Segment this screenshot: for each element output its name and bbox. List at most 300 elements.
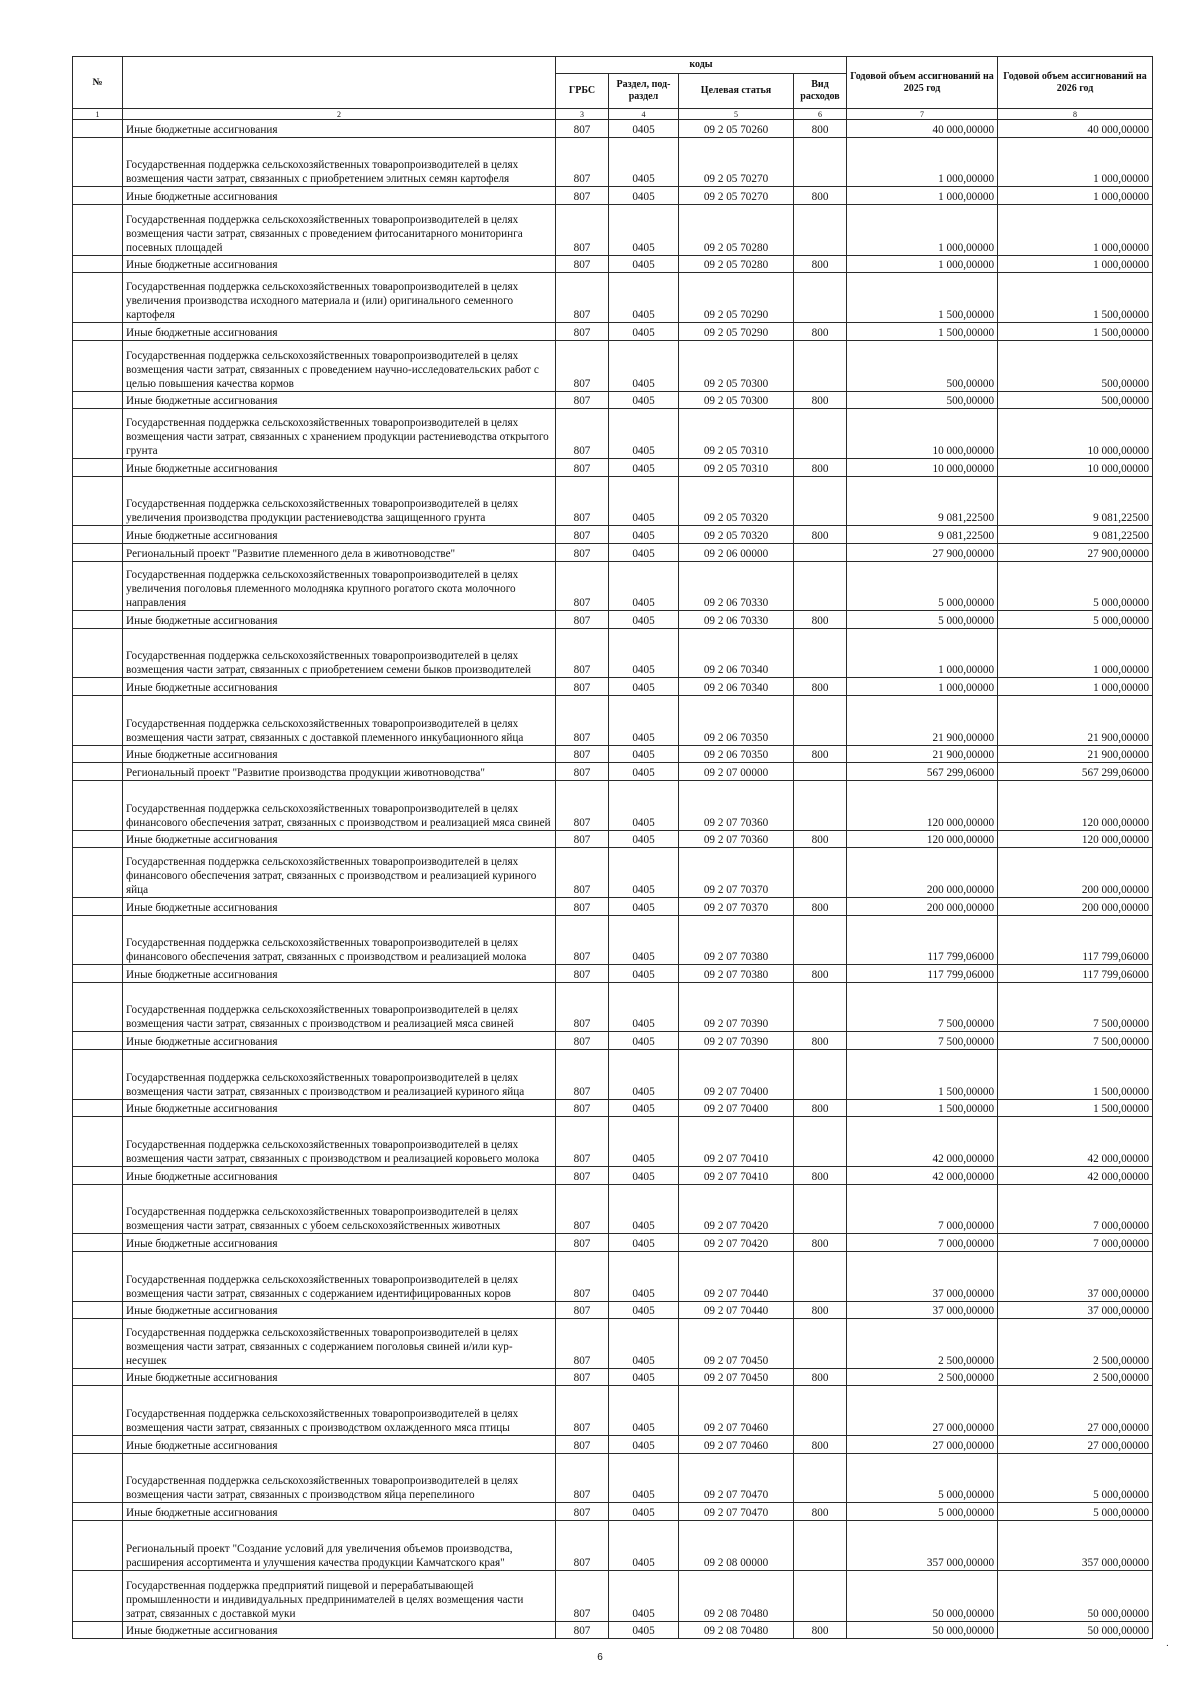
table-row xyxy=(73,1368,1153,1386)
row-2025: 27 900,00000 xyxy=(847,543,998,561)
table-row xyxy=(73,561,1153,611)
row-2026: 42 000,00000 xyxy=(998,1167,1153,1185)
table-row xyxy=(73,848,1153,898)
table-row xyxy=(73,763,1153,781)
col-number: 1 xyxy=(73,109,123,120)
row-vid xyxy=(794,1386,847,1436)
row-grbs: 807 xyxy=(556,273,609,323)
row-grbs: 807 xyxy=(556,745,609,763)
row-vid xyxy=(794,1050,847,1100)
row-2026: 117 799,06000 xyxy=(998,915,1153,965)
row-num-cell xyxy=(73,1251,123,1301)
row-2025: 42 000,00000 xyxy=(847,1167,998,1185)
table-row xyxy=(73,745,1153,763)
row-target: 09 2 07 70360 xyxy=(679,780,794,830)
row-grbs: 807 xyxy=(556,340,609,391)
row-vid: 800 xyxy=(794,459,847,477)
row-2025: 1 500,00000 xyxy=(847,1050,998,1100)
table-row xyxy=(73,915,1153,965)
row-num-cell xyxy=(73,763,123,781)
row-target: 09 2 05 70280 xyxy=(679,255,794,273)
row-2025: 200 000,00000 xyxy=(847,897,998,915)
row-section: 0405 xyxy=(609,1386,679,1436)
table-row xyxy=(73,628,1153,678)
row-target: 09 2 06 70340 xyxy=(679,628,794,678)
row-vid: 800 xyxy=(794,1368,847,1386)
row-section: 0405 xyxy=(609,1050,679,1100)
row-section: 0405 xyxy=(609,1453,679,1503)
row-vid: 800 xyxy=(794,1621,847,1639)
header-codes: коды xyxy=(556,57,847,74)
row-num-cell xyxy=(73,476,123,526)
row-num-cell xyxy=(73,1099,123,1117)
row-num-cell xyxy=(73,409,123,459)
row-section: 0405 xyxy=(609,1301,679,1319)
row-num-cell xyxy=(73,1621,123,1639)
row-section: 0405 xyxy=(609,187,679,205)
row-2025: 9 081,22500 xyxy=(847,526,998,544)
row-num-cell xyxy=(73,965,123,983)
row-vid xyxy=(794,1570,847,1621)
table-row xyxy=(73,1621,1153,1639)
col-number: 3 xyxy=(556,109,609,120)
row-target: 09 2 07 70380 xyxy=(679,915,794,965)
row-2026: 5 000,00000 xyxy=(998,1453,1153,1503)
row-section: 0405 xyxy=(609,848,679,898)
row-grbs: 807 xyxy=(556,476,609,526)
table-row xyxy=(73,255,1153,273)
row-grbs: 807 xyxy=(556,459,609,477)
budget-table xyxy=(72,56,1153,1639)
table-row xyxy=(73,187,1153,205)
row-2026: 357 000,00000 xyxy=(998,1521,1153,1571)
row-2025: 10 000,00000 xyxy=(847,459,998,477)
col-number: 6 xyxy=(794,109,847,120)
table-row xyxy=(73,1521,1153,1571)
row-num-cell xyxy=(73,1521,123,1571)
row-2025: 5 000,00000 xyxy=(847,1503,998,1521)
table-row xyxy=(73,1503,1153,1521)
table-row xyxy=(73,340,1153,391)
row-section: 0405 xyxy=(609,915,679,965)
row-2026: 50 000,00000 xyxy=(998,1570,1153,1621)
row-target: 09 2 07 70410 xyxy=(679,1167,794,1185)
row-vid xyxy=(794,273,847,323)
row-2025: 7 000,00000 xyxy=(847,1184,998,1234)
row-target: 09 2 08 70480 xyxy=(679,1570,794,1621)
row-vid xyxy=(794,137,847,187)
row-name: Государственная поддержка сельскохозяйственных товаропроизводителей в целях финансового обеспечения затрат, связанных с производством и реализацией куриного яйца xyxy=(123,848,556,898)
row-2026: 50 000,00000 xyxy=(998,1621,1153,1639)
row-target: 09 2 06 00000 xyxy=(679,543,794,561)
row-grbs: 807 xyxy=(556,1503,609,1521)
row-2025: 1 000,00000 xyxy=(847,137,998,187)
row-target: 09 2 07 00000 xyxy=(679,763,794,781)
row-grbs: 807 xyxy=(556,696,609,746)
row-2025: 7 500,00000 xyxy=(847,982,998,1032)
row-section: 0405 xyxy=(609,611,679,629)
row-grbs: 807 xyxy=(556,678,609,696)
table-row xyxy=(73,1570,1153,1621)
row-section: 0405 xyxy=(609,897,679,915)
row-section: 0405 xyxy=(609,982,679,1032)
row-2026: 2 500,00000 xyxy=(998,1319,1153,1369)
table-row xyxy=(73,543,1153,561)
row-vid xyxy=(794,1319,847,1369)
header-num: № xyxy=(73,57,123,109)
row-2026: 1 000,00000 xyxy=(998,204,1153,255)
row-num-cell xyxy=(73,340,123,391)
row-2025: 120 000,00000 xyxy=(847,830,998,848)
row-vid xyxy=(794,1117,847,1167)
row-target: 09 2 07 70470 xyxy=(679,1453,794,1503)
row-2025: 7 500,00000 xyxy=(847,1032,998,1050)
row-target: 09 2 05 70290 xyxy=(679,273,794,323)
row-2025: 1 000,00000 xyxy=(847,678,998,696)
row-target: 09 2 08 70480 xyxy=(679,1621,794,1639)
row-section: 0405 xyxy=(609,543,679,561)
row-target: 09 2 05 70320 xyxy=(679,526,794,544)
row-grbs: 807 xyxy=(556,1184,609,1234)
row-target: 09 2 05 70270 xyxy=(679,187,794,205)
row-section: 0405 xyxy=(609,1503,679,1521)
row-2026: 40 000,00000 xyxy=(998,120,1153,138)
row-name: Государственная поддержка сельскохозяйственных товаропроизводителей в целях возмещения части затрат, связанных с убоем сельскохозяйственных животных xyxy=(123,1184,556,1234)
table-row xyxy=(73,780,1153,830)
table-row xyxy=(73,830,1153,848)
row-2026: 10 000,00000 xyxy=(998,459,1153,477)
row-name: Государственная поддержка сельскохозяйственных товаропроизводителей в целях возмещения части затрат, связанных с содержанием идентифицированных коров xyxy=(123,1251,556,1301)
row-2025: 40 000,00000 xyxy=(847,120,998,138)
row-name: Иные бюджетные ассигнования xyxy=(123,323,556,341)
row-2026: 1 500,00000 xyxy=(998,1099,1153,1117)
row-vid xyxy=(794,1521,847,1571)
table-row xyxy=(73,391,1153,409)
table-row xyxy=(73,965,1153,983)
row-target: 09 2 05 70300 xyxy=(679,391,794,409)
row-section: 0405 xyxy=(609,273,679,323)
row-vid: 800 xyxy=(794,187,847,205)
row-name: Иные бюджетные ассигнования xyxy=(123,1301,556,1319)
row-2025: 2 500,00000 xyxy=(847,1319,998,1369)
row-grbs: 807 xyxy=(556,1032,609,1050)
row-grbs: 807 xyxy=(556,1621,609,1639)
row-name: Иные бюджетные ассигнования xyxy=(123,391,556,409)
row-vid xyxy=(794,763,847,781)
row-vid xyxy=(794,982,847,1032)
row-section: 0405 xyxy=(609,628,679,678)
row-section: 0405 xyxy=(609,526,679,544)
row-name: Государственная поддержка сельскохозяйственных товаропроизводителей в целях увеличения производства продукции растениеводства защищенного грунта xyxy=(123,476,556,526)
header-target: Целевая статья xyxy=(679,74,794,109)
row-section: 0405 xyxy=(609,1117,679,1167)
row-name: Государственная поддержка сельскохозяйственных товаропроизводителей в целях возмещения части затрат, связанных с проведением фитосанитарного мониторинга посевных площадей xyxy=(123,204,556,255)
table-row xyxy=(73,1234,1153,1252)
table-row xyxy=(73,273,1153,323)
row-grbs: 807 xyxy=(556,543,609,561)
table-row xyxy=(73,476,1153,526)
col-number: 5 xyxy=(679,109,794,120)
row-2025: 1 500,00000 xyxy=(847,273,998,323)
row-vid: 800 xyxy=(794,1032,847,1050)
row-2025: 500,00000 xyxy=(847,340,998,391)
row-section: 0405 xyxy=(609,1436,679,1454)
row-vid: 800 xyxy=(794,255,847,273)
row-2026: 7 500,00000 xyxy=(998,982,1153,1032)
row-section: 0405 xyxy=(609,120,679,138)
row-grbs: 807 xyxy=(556,1453,609,1503)
row-section: 0405 xyxy=(609,323,679,341)
row-target: 09 2 05 70300 xyxy=(679,340,794,391)
row-grbs: 807 xyxy=(556,830,609,848)
row-vid xyxy=(794,780,847,830)
row-vid xyxy=(794,848,847,898)
row-vid xyxy=(794,476,847,526)
row-2025: 200 000,00000 xyxy=(847,848,998,898)
row-num-cell xyxy=(73,323,123,341)
row-target: 09 2 07 70420 xyxy=(679,1184,794,1234)
row-grbs: 807 xyxy=(556,1234,609,1252)
row-name: Иные бюджетные ассигнования xyxy=(123,526,556,544)
row-num-cell xyxy=(73,678,123,696)
row-section: 0405 xyxy=(609,1521,679,1571)
row-vid: 800 xyxy=(794,1099,847,1117)
row-2026: 1 500,00000 xyxy=(998,323,1153,341)
row-name: Иные бюджетные ассигнования xyxy=(123,1503,556,1521)
row-grbs: 807 xyxy=(556,763,609,781)
row-section: 0405 xyxy=(609,476,679,526)
row-grbs: 807 xyxy=(556,897,609,915)
table-row xyxy=(73,1117,1153,1167)
row-num-cell xyxy=(73,1167,123,1185)
row-2026: 1 000,00000 xyxy=(998,137,1153,187)
row-section: 0405 xyxy=(609,391,679,409)
row-grbs: 807 xyxy=(556,526,609,544)
row-vid: 800 xyxy=(794,1436,847,1454)
table-row xyxy=(73,696,1153,746)
row-num-cell xyxy=(73,1453,123,1503)
row-2026: 7 000,00000 xyxy=(998,1234,1153,1252)
table-row xyxy=(73,897,1153,915)
row-name: Иные бюджетные ассигнования xyxy=(123,459,556,477)
row-num-cell xyxy=(73,561,123,611)
row-num-cell xyxy=(73,120,123,138)
row-2026: 1 500,00000 xyxy=(998,273,1153,323)
row-name: Государственная поддержка предприятий пищевой и перерабатывающей промышленности и индивидуальных предпринимателей в целях возмещения части затрат, связанных с доставкой муки xyxy=(123,1570,556,1621)
row-section: 0405 xyxy=(609,1621,679,1639)
row-name: Государственная поддержка сельскохозяйственных товаропроизводителей в целях возмещения части затрат, связанных с хранением продукции растениеводства открытого грунта xyxy=(123,409,556,459)
row-num-cell xyxy=(73,628,123,678)
row-2026: 200 000,00000 xyxy=(998,848,1153,898)
row-grbs: 807 xyxy=(556,965,609,983)
table-row xyxy=(73,1050,1153,1100)
row-num-cell xyxy=(73,137,123,187)
row-2025: 21 900,00000 xyxy=(847,696,998,746)
table-row xyxy=(73,459,1153,477)
row-num-cell xyxy=(73,1368,123,1386)
row-name: Региональный проект "Создание условий для увеличения объемов производства, расширения ассортимента и улучшения качества продукции Камчатского края" xyxy=(123,1521,556,1571)
row-target: 09 2 05 70310 xyxy=(679,409,794,459)
row-target: 09 2 06 70340 xyxy=(679,678,794,696)
row-grbs: 807 xyxy=(556,982,609,1032)
row-grbs: 807 xyxy=(556,1099,609,1117)
row-name: Государственная поддержка сельскохозяйственных товаропроизводителей в целях возмещения части затрат, связанных с содержанием поголовья свиней и/или кур-несушек xyxy=(123,1319,556,1369)
row-section: 0405 xyxy=(609,965,679,983)
row-target: 09 2 07 70460 xyxy=(679,1436,794,1454)
row-2025: 1 000,00000 xyxy=(847,255,998,273)
row-section: 0405 xyxy=(609,255,679,273)
row-grbs: 807 xyxy=(556,561,609,611)
row-vid: 800 xyxy=(794,745,847,763)
row-grbs: 807 xyxy=(556,137,609,187)
row-vid: 800 xyxy=(794,1234,847,1252)
row-num-cell xyxy=(73,1386,123,1436)
table-row xyxy=(73,1184,1153,1234)
row-grbs: 807 xyxy=(556,1521,609,1571)
row-name: Государственная поддержка сельскохозяйственных товаропроизводителей в целях увеличения производства исходного материала и (или) оригинального семенного картофеля xyxy=(123,273,556,323)
row-num-cell xyxy=(73,459,123,477)
row-target: 09 2 07 70460 xyxy=(679,1386,794,1436)
row-2025: 500,00000 xyxy=(847,391,998,409)
row-num-cell xyxy=(73,1301,123,1319)
row-name: Государственная поддержка сельскохозяйственных товаропроизводителей в целях возмещения части затрат, связанных с производством охлажденного мяса птицы xyxy=(123,1386,556,1436)
row-name: Иные бюджетные ассигнования xyxy=(123,897,556,915)
row-num-cell xyxy=(73,1503,123,1521)
row-grbs: 807 xyxy=(556,391,609,409)
row-vid: 800 xyxy=(794,1167,847,1185)
row-name: Государственная поддержка сельскохозяйственных товаропроизводителей в целях финансового обеспечения затрат, связанных с производством и реализацией молока xyxy=(123,915,556,965)
row-target: 09 2 07 70360 xyxy=(679,830,794,848)
row-target: 09 2 07 70410 xyxy=(679,1117,794,1167)
row-2026: 27 900,00000 xyxy=(998,543,1153,561)
row-name: Региональный проект "Развитие племенного дела в животноводстве" xyxy=(123,543,556,561)
row-vid: 800 xyxy=(794,611,847,629)
row-num-cell xyxy=(73,1050,123,1100)
row-section: 0405 xyxy=(609,1032,679,1050)
row-section: 0405 xyxy=(609,1570,679,1621)
row-target: 09 2 05 70280 xyxy=(679,204,794,255)
row-2026: 1 500,00000 xyxy=(998,1050,1153,1100)
row-target: 09 2 07 70390 xyxy=(679,1032,794,1050)
row-section: 0405 xyxy=(609,1251,679,1301)
row-target: 09 2 05 70260 xyxy=(679,120,794,138)
row-name: Иные бюджетные ассигнования xyxy=(123,965,556,983)
row-vid: 800 xyxy=(794,1301,847,1319)
row-name: Государственная поддержка сельскохозяйственных товаропроизводителей в целях финансового обеспечения затрат, связанных с производством и реализацией мяса свиней xyxy=(123,780,556,830)
row-section: 0405 xyxy=(609,340,679,391)
row-grbs: 807 xyxy=(556,1386,609,1436)
row-target: 09 2 07 70390 xyxy=(679,982,794,1032)
row-name: Государственная поддержка сельскохозяйственных товаропроизводителей в целях возмещения части затрат, связанных с производством яйца перепелиного xyxy=(123,1453,556,1503)
table-row xyxy=(73,611,1153,629)
row-2026: 1 000,00000 xyxy=(998,678,1153,696)
row-2026: 5 000,00000 xyxy=(998,561,1153,611)
row-num-cell xyxy=(73,255,123,273)
row-section: 0405 xyxy=(609,137,679,187)
col-number: 8 xyxy=(998,109,1153,120)
row-vid xyxy=(794,409,847,459)
row-2025: 9 081,22500 xyxy=(847,476,998,526)
row-2025: 21 900,00000 xyxy=(847,745,998,763)
row-name: Государственная поддержка сельскохозяйственных товаропроизводителей в целях возмещения части затрат, связанных с доставкой племенного инкубационного яйца xyxy=(123,696,556,746)
row-vid: 800 xyxy=(794,120,847,138)
row-vid xyxy=(794,204,847,255)
row-section: 0405 xyxy=(609,204,679,255)
row-vid xyxy=(794,340,847,391)
row-section: 0405 xyxy=(609,1368,679,1386)
row-2026: 5 000,00000 xyxy=(998,1503,1153,1521)
table-row xyxy=(73,409,1153,459)
row-num-cell xyxy=(73,204,123,255)
row-section: 0405 xyxy=(609,1234,679,1252)
row-2025: 1 000,00000 xyxy=(847,187,998,205)
row-2025: 1 000,00000 xyxy=(847,204,998,255)
row-name: Иные бюджетные ассигнования xyxy=(123,1436,556,1454)
row-grbs: 807 xyxy=(556,255,609,273)
row-num-cell xyxy=(73,696,123,746)
row-grbs: 807 xyxy=(556,204,609,255)
table-row xyxy=(73,1032,1153,1050)
row-section: 0405 xyxy=(609,745,679,763)
row-2026: 1 000,00000 xyxy=(998,628,1153,678)
row-name: Иные бюджетные ассигнования xyxy=(123,120,556,138)
row-name: Государственная поддержка сельскохозяйственных товаропроизводителей в целях возмещения части затрат, связанных с проведением научно-исследовательских работ с целью повышения качества кормов xyxy=(123,340,556,391)
row-target: 09 2 05 70270 xyxy=(679,137,794,187)
row-2026: 120 000,00000 xyxy=(998,780,1153,830)
row-target: 09 2 06 70350 xyxy=(679,745,794,763)
row-num-cell xyxy=(73,1570,123,1621)
row-2025: 42 000,00000 xyxy=(847,1117,998,1167)
row-2026: 27 000,00000 xyxy=(998,1436,1153,1454)
row-name: Государственная поддержка сельскохозяйственных товаропроизводителей в целях возмещения части затрат, связанных с производством и реализацией куриного яйца xyxy=(123,1050,556,1100)
row-grbs: 807 xyxy=(556,1117,609,1167)
row-name: Иные бюджетные ассигнования xyxy=(123,830,556,848)
table-row xyxy=(73,1251,1153,1301)
col-number: 2 xyxy=(123,109,556,120)
row-2026: 500,00000 xyxy=(998,391,1153,409)
row-target: 09 2 07 70400 xyxy=(679,1099,794,1117)
row-num-cell xyxy=(73,1436,123,1454)
row-2026: 7 500,00000 xyxy=(998,1032,1153,1050)
row-2026: 200 000,00000 xyxy=(998,897,1153,915)
row-name: Иные бюджетные ассигнования xyxy=(123,678,556,696)
header-name-blank xyxy=(123,57,556,109)
row-2025: 5 000,00000 xyxy=(847,561,998,611)
row-vid xyxy=(794,696,847,746)
row-target: 09 2 07 70370 xyxy=(679,897,794,915)
row-grbs: 807 xyxy=(556,628,609,678)
row-2026: 567 299,06000 xyxy=(998,763,1153,781)
table-row xyxy=(73,1167,1153,1185)
row-grbs: 807 xyxy=(556,120,609,138)
row-vid xyxy=(794,543,847,561)
row-2025: 1 500,00000 xyxy=(847,323,998,341)
row-section: 0405 xyxy=(609,409,679,459)
row-grbs: 807 xyxy=(556,323,609,341)
table-row xyxy=(73,204,1153,255)
row-2025: 37 000,00000 xyxy=(847,1301,998,1319)
row-2025: 120 000,00000 xyxy=(847,780,998,830)
row-num-cell xyxy=(73,897,123,915)
row-2026: 27 000,00000 xyxy=(998,1386,1153,1436)
row-num-cell xyxy=(73,543,123,561)
row-section: 0405 xyxy=(609,763,679,781)
table-row xyxy=(73,323,1153,341)
row-vid: 800 xyxy=(794,965,847,983)
row-target: 09 2 06 70330 xyxy=(679,561,794,611)
row-vid: 800 xyxy=(794,391,847,409)
col-number: 4 xyxy=(609,109,679,120)
